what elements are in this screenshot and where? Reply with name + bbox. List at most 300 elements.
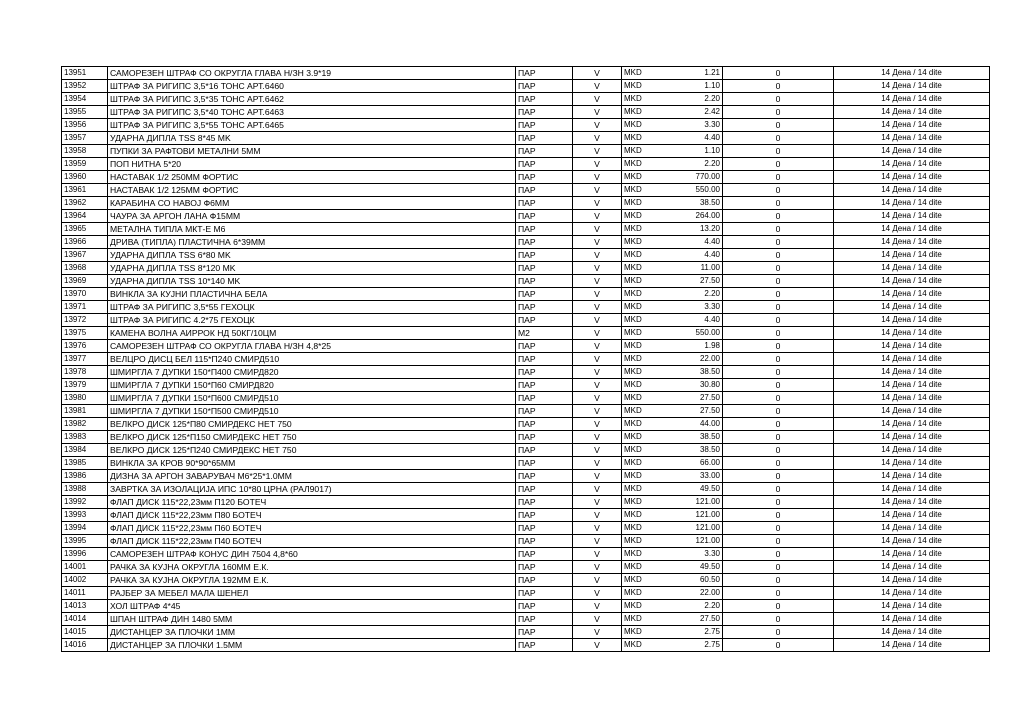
item-currency: MKD xyxy=(622,210,662,223)
item-name: КАРАБИНА СО НАВОЈ Ф6ММ xyxy=(108,197,516,210)
item-code: 13978 xyxy=(62,366,108,379)
item-currency: MKD xyxy=(622,249,662,262)
item-quantity: 0 xyxy=(723,535,834,548)
item-currency: MKD xyxy=(622,522,662,535)
item-unit: ПАР xyxy=(516,379,573,392)
item-price: 550.00 xyxy=(661,184,723,197)
item-delivery-term: 14 Дена / 14 dite xyxy=(834,314,990,327)
item-currency: MKD xyxy=(622,327,662,340)
item-price: 121.00 xyxy=(661,522,723,535)
item-price: 27.50 xyxy=(661,392,723,405)
item-price: 27.50 xyxy=(661,405,723,418)
item-name: ВЕЛКРО ДИСК 125*П80 СМИРДЕКС НЕТ 750 xyxy=(108,418,516,431)
item-currency: MKD xyxy=(622,639,662,652)
item-code: 14015 xyxy=(62,626,108,639)
item-delivery-term: 14 Дена / 14 dite xyxy=(834,470,990,483)
table-row xyxy=(62,197,990,210)
item-name: УДАРНА ДИПЛА TSS 10*140 MK xyxy=(108,275,516,288)
item-code: 13962 xyxy=(62,197,108,210)
item-vat-mark: V xyxy=(573,548,622,561)
item-quantity: 0 xyxy=(723,392,834,405)
item-delivery-term: 14 Дена / 14 dite xyxy=(834,548,990,561)
item-delivery-term: 14 Дена / 14 dite xyxy=(834,340,990,353)
item-price: 27.50 xyxy=(661,275,723,288)
table-row xyxy=(62,353,990,366)
item-code: 13981 xyxy=(62,405,108,418)
item-currency: MKD xyxy=(622,470,662,483)
item-unit: ПАР xyxy=(516,366,573,379)
item-delivery-term: 14 Дена / 14 dite xyxy=(834,366,990,379)
item-price: 11.00 xyxy=(661,262,723,275)
item-quantity: 0 xyxy=(723,106,834,119)
item-vat-mark: V xyxy=(573,223,622,236)
item-code: 13994 xyxy=(62,522,108,535)
table-row xyxy=(62,119,990,132)
item-unit: ПАР xyxy=(516,249,573,262)
item-name: ФЛАП ДИСК 115*22,23мм П120 БОТЕЧ xyxy=(108,496,516,509)
item-currency: MKD xyxy=(622,548,662,561)
item-unit: ПАР xyxy=(516,392,573,405)
item-price: 49.50 xyxy=(661,561,723,574)
item-quantity: 0 xyxy=(723,366,834,379)
item-quantity: 0 xyxy=(723,184,834,197)
item-unit: ПАР xyxy=(516,587,573,600)
item-vat-mark: V xyxy=(573,444,622,457)
item-quantity: 0 xyxy=(723,262,834,275)
table-row xyxy=(62,470,990,483)
table-row xyxy=(62,262,990,275)
item-code: 13985 xyxy=(62,457,108,470)
item-name: ФЛАП ДИСК 115*22,23мм П60 БОТЕЧ xyxy=(108,522,516,535)
item-quantity: 0 xyxy=(723,548,834,561)
item-currency: MKD xyxy=(622,587,662,600)
item-unit: ПАР xyxy=(516,600,573,613)
table-row xyxy=(62,431,990,444)
item-vat-mark: V xyxy=(573,509,622,522)
item-price: 38.50 xyxy=(661,444,723,457)
item-unit: ПАР xyxy=(516,522,573,535)
price-list-sheet xyxy=(61,66,990,652)
item-currency: MKD xyxy=(622,613,662,626)
item-currency: MKD xyxy=(622,80,662,93)
item-unit: ПАР xyxy=(516,236,573,249)
item-price: 3.30 xyxy=(661,301,723,314)
table-row xyxy=(62,522,990,535)
item-price: 4.40 xyxy=(661,236,723,249)
price-list-body xyxy=(62,67,990,652)
item-unit: ПАР xyxy=(516,67,573,80)
item-price: 2.20 xyxy=(661,600,723,613)
table-row xyxy=(62,600,990,613)
item-vat-mark: V xyxy=(573,275,622,288)
item-vat-mark: V xyxy=(573,80,622,93)
item-price: 4.40 xyxy=(661,249,723,262)
item-quantity: 0 xyxy=(723,314,834,327)
item-vat-mark: V xyxy=(573,301,622,314)
item-price: 2.75 xyxy=(661,639,723,652)
table-row xyxy=(62,158,990,171)
item-name: УДАРНА ДИПЛА TSS 8*120 MK xyxy=(108,262,516,275)
item-unit: ПАР xyxy=(516,457,573,470)
item-price: 4.40 xyxy=(661,132,723,145)
item-name: ВЕЛКРО ДИСК 125*П240 СМИРДЕКС НЕТ 750 xyxy=(108,444,516,457)
item-code: 14016 xyxy=(62,639,108,652)
item-delivery-term: 14 Дена / 14 dite xyxy=(834,587,990,600)
item-vat-mark: V xyxy=(573,93,622,106)
table-row xyxy=(62,340,990,353)
item-delivery-term: 14 Дена / 14 dite xyxy=(834,236,990,249)
item-currency: MKD xyxy=(622,457,662,470)
item-name: КАМЕНА ВОЛНА АИРРОК НД 50КГ/10ЦМ xyxy=(108,327,516,340)
item-price: 33.00 xyxy=(661,470,723,483)
item-vat-mark: V xyxy=(573,379,622,392)
item-price: 2.20 xyxy=(661,288,723,301)
item-price: 38.50 xyxy=(661,431,723,444)
item-delivery-term: 14 Дена / 14 dite xyxy=(834,613,990,626)
item-vat-mark: V xyxy=(573,340,622,353)
item-quantity: 0 xyxy=(723,132,834,145)
item-code: 13956 xyxy=(62,119,108,132)
item-delivery-term: 14 Дена / 14 dite xyxy=(834,522,990,535)
item-name: САМОРЕЗЕН ШТРАФ КОНУС ДИН 7504 4,8*60 xyxy=(108,548,516,561)
item-price: 2.75 xyxy=(661,626,723,639)
table-row xyxy=(62,366,990,379)
item-name: ШМИРГЛА 7 ДУПКИ 150*П60 СМИРД820 xyxy=(108,379,516,392)
item-quantity: 0 xyxy=(723,145,834,158)
item-delivery-term: 14 Дена / 14 dite xyxy=(834,418,990,431)
item-name: САМОРЕЗЕН ШТРАФ СО ОКРУГЛА ГЛАВА Н/ЗН 3.9*19 xyxy=(108,67,516,80)
item-name: УДАРНА ДИПЛА TSS 6*80 MK xyxy=(108,249,516,262)
item-code: 13984 xyxy=(62,444,108,457)
item-quantity: 0 xyxy=(723,574,834,587)
item-price: 38.50 xyxy=(661,197,723,210)
item-delivery-term: 14 Дена / 14 dite xyxy=(834,379,990,392)
item-quantity: 0 xyxy=(723,418,834,431)
item-code: 13951 xyxy=(62,67,108,80)
table-row xyxy=(62,314,990,327)
item-currency: MKD xyxy=(622,496,662,509)
item-vat-mark: V xyxy=(573,535,622,548)
item-price: 22.00 xyxy=(661,353,723,366)
item-unit: ПАР xyxy=(516,184,573,197)
item-name: РАЧКА ЗА КУЈНА ОКРУГЛА 160ММ Е.К. xyxy=(108,561,516,574)
item-currency: MKD xyxy=(622,574,662,587)
table-row xyxy=(62,626,990,639)
item-delivery-term: 14 Дена / 14 dite xyxy=(834,535,990,548)
item-currency: MKD xyxy=(622,223,662,236)
item-currency: MKD xyxy=(622,288,662,301)
item-vat-mark: V xyxy=(573,431,622,444)
item-code: 13986 xyxy=(62,470,108,483)
item-vat-mark: V xyxy=(573,561,622,574)
item-price: 49.50 xyxy=(661,483,723,496)
item-unit: ПАР xyxy=(516,548,573,561)
item-unit: ПАР xyxy=(516,353,573,366)
item-delivery-term: 14 Дена / 14 dite xyxy=(834,197,990,210)
item-quantity: 0 xyxy=(723,249,834,262)
item-vat-mark: V xyxy=(573,587,622,600)
item-name: ХОЛ ШТРАФ 4*45 xyxy=(108,600,516,613)
item-name: ЧАУРА ЗА АРГОН ЛАНА Ф15ММ xyxy=(108,210,516,223)
item-quantity: 0 xyxy=(723,496,834,509)
item-price: 1.21 xyxy=(661,67,723,80)
item-name: МЕТАЛНА ТИПЛА МКТ-Е М6 xyxy=(108,223,516,236)
item-delivery-term: 14 Дена / 14 dite xyxy=(834,561,990,574)
table-row xyxy=(62,93,990,106)
table-row xyxy=(62,548,990,561)
item-currency: MKD xyxy=(622,314,662,327)
item-code: 14011 xyxy=(62,587,108,600)
item-price: 121.00 xyxy=(661,496,723,509)
item-code: 14013 xyxy=(62,600,108,613)
item-price: 264.00 xyxy=(661,210,723,223)
item-currency: MKD xyxy=(622,405,662,418)
item-name: ДИСТАНЦЕР ЗА ПЛОЧКИ 1.5ММ xyxy=(108,639,516,652)
table-row xyxy=(62,249,990,262)
item-unit: ПАР xyxy=(516,626,573,639)
item-delivery-term: 14 Дена / 14 dite xyxy=(834,132,990,145)
item-currency: MKD xyxy=(622,483,662,496)
item-currency: MKD xyxy=(622,418,662,431)
item-delivery-term: 14 Дена / 14 dite xyxy=(834,262,990,275)
item-quantity: 0 xyxy=(723,639,834,652)
item-quantity: 0 xyxy=(723,210,834,223)
table-row xyxy=(62,288,990,301)
item-code: 13980 xyxy=(62,392,108,405)
item-name: ДИСТАНЦЕР ЗА ПЛОЧКИ 1ММ xyxy=(108,626,516,639)
item-quantity: 0 xyxy=(723,197,834,210)
item-unit: ПАР xyxy=(516,535,573,548)
item-name: РАЧКА ЗА КУЈНА ОКРУГЛА 192ММ Е.К. xyxy=(108,574,516,587)
item-code: 13955 xyxy=(62,106,108,119)
item-quantity: 0 xyxy=(723,405,834,418)
item-unit: ПАР xyxy=(516,197,573,210)
item-code: 13982 xyxy=(62,418,108,431)
item-unit: ПАР xyxy=(516,80,573,93)
item-vat-mark: V xyxy=(573,262,622,275)
item-delivery-term: 14 Дена / 14 dite xyxy=(834,353,990,366)
item-currency: MKD xyxy=(622,106,662,119)
item-delivery-term: 14 Дена / 14 dite xyxy=(834,210,990,223)
item-unit: ПАР xyxy=(516,210,573,223)
item-currency: MKD xyxy=(622,301,662,314)
item-unit: ПАР xyxy=(516,561,573,574)
item-code: 13970 xyxy=(62,288,108,301)
item-currency: MKD xyxy=(622,93,662,106)
item-code: 13983 xyxy=(62,431,108,444)
item-delivery-term: 14 Дена / 14 dite xyxy=(834,405,990,418)
item-unit: ПАР xyxy=(516,431,573,444)
item-quantity: 0 xyxy=(723,470,834,483)
item-vat-mark: V xyxy=(573,613,622,626)
item-currency: MKD xyxy=(622,509,662,522)
table-row xyxy=(62,275,990,288)
item-unit: ПАР xyxy=(516,262,573,275)
item-price: 30.80 xyxy=(661,379,723,392)
item-name: ВЕЛКРО ДИСК 125*П150 СМИРДЕКС НЕТ 750 xyxy=(108,431,516,444)
table-row xyxy=(62,236,990,249)
item-name: ШТРАФ ЗА РИГИПС 3,5*35 ТОНС АРТ.6462 xyxy=(108,93,516,106)
item-unit: ПАР xyxy=(516,483,573,496)
item-name: ШМИРГЛА 7 ДУПКИ 150*П500 СМИРД510 xyxy=(108,405,516,418)
item-name: ФЛАП ДИСК 115*22,23мм П80 БОТЕЧ xyxy=(108,509,516,522)
item-quantity: 0 xyxy=(723,457,834,470)
table-row xyxy=(62,613,990,626)
item-unit: М2 xyxy=(516,327,573,340)
item-currency: MKD xyxy=(622,132,662,145)
item-vat-mark: V xyxy=(573,600,622,613)
table-row xyxy=(62,392,990,405)
item-delivery-term: 14 Дена / 14 dite xyxy=(834,171,990,184)
item-name: ШПАН ШТРАФ ДИН 1480 5ММ xyxy=(108,613,516,626)
item-name: НАСТАВАК 1/2 250ММ ФОРТИС xyxy=(108,171,516,184)
item-unit: ПАР xyxy=(516,106,573,119)
item-delivery-term: 14 Дена / 14 dite xyxy=(834,301,990,314)
item-code: 13972 xyxy=(62,314,108,327)
table-row xyxy=(62,405,990,418)
item-code: 13959 xyxy=(62,158,108,171)
item-price: 3.30 xyxy=(661,548,723,561)
item-code: 13995 xyxy=(62,535,108,548)
item-name: ШТРАФ ЗА РИГИПС 3,5*55 ГЕХОЦК xyxy=(108,301,516,314)
item-vat-mark: V xyxy=(573,197,622,210)
item-code: 13969 xyxy=(62,275,108,288)
item-code: 13975 xyxy=(62,327,108,340)
item-vat-mark: V xyxy=(573,236,622,249)
item-quantity: 0 xyxy=(723,561,834,574)
item-quantity: 0 xyxy=(723,340,834,353)
item-price: 121.00 xyxy=(661,535,723,548)
item-delivery-term: 14 Дена / 14 dite xyxy=(834,275,990,288)
item-vat-mark: V xyxy=(573,418,622,431)
item-vat-mark: V xyxy=(573,392,622,405)
table-row xyxy=(62,587,990,600)
table-row xyxy=(62,574,990,587)
item-price: 2.20 xyxy=(661,93,723,106)
item-currency: MKD xyxy=(622,626,662,639)
item-currency: MKD xyxy=(622,275,662,288)
price-list-table xyxy=(61,66,990,652)
item-currency: MKD xyxy=(622,262,662,275)
table-row xyxy=(62,301,990,314)
item-price: 3.30 xyxy=(661,119,723,132)
item-currency: MKD xyxy=(622,158,662,171)
item-code: 13968 xyxy=(62,262,108,275)
item-quantity: 0 xyxy=(723,483,834,496)
item-currency: MKD xyxy=(622,67,662,80)
item-currency: MKD xyxy=(622,171,662,184)
item-currency: MKD xyxy=(622,600,662,613)
item-delivery-term: 14 Дена / 14 dite xyxy=(834,249,990,262)
item-quantity: 0 xyxy=(723,587,834,600)
item-vat-mark: V xyxy=(573,67,622,80)
item-name: САМОРЕЗЕН ШТРАФ СО ОКРУГЛА ГЛАВА Н/ЗН 4,8*25 xyxy=(108,340,516,353)
item-price: 550.00 xyxy=(661,327,723,340)
item-price: 4.40 xyxy=(661,314,723,327)
item-quantity: 0 xyxy=(723,444,834,457)
table-row xyxy=(62,145,990,158)
item-name: ШТРАФ ЗА РИГИПС 3,5*55 ТОНС АРТ.6465 xyxy=(108,119,516,132)
item-quantity: 0 xyxy=(723,327,834,340)
table-row xyxy=(62,223,990,236)
table-row xyxy=(62,639,990,652)
table-row xyxy=(62,67,990,80)
item-code: 13965 xyxy=(62,223,108,236)
item-delivery-term: 14 Дена / 14 dite xyxy=(834,184,990,197)
item-unit: ПАР xyxy=(516,574,573,587)
item-name: ШМИРГЛА 7 ДУПКИ 150*П400 СМИРД820 xyxy=(108,366,516,379)
item-quantity: 0 xyxy=(723,80,834,93)
item-unit: ПАР xyxy=(516,314,573,327)
item-unit: ПАР xyxy=(516,301,573,314)
item-price: 60.50 xyxy=(661,574,723,587)
item-quantity: 0 xyxy=(723,301,834,314)
item-currency: MKD xyxy=(622,197,662,210)
item-code: 13993 xyxy=(62,509,108,522)
item-code: 13967 xyxy=(62,249,108,262)
item-unit: ПАР xyxy=(516,509,573,522)
item-code: 14001 xyxy=(62,561,108,574)
item-price: 2.42 xyxy=(661,106,723,119)
item-quantity: 0 xyxy=(723,275,834,288)
item-unit: ПАР xyxy=(516,119,573,132)
item-code: 13996 xyxy=(62,548,108,561)
item-quantity: 0 xyxy=(723,223,834,236)
item-currency: MKD xyxy=(622,353,662,366)
item-currency: MKD xyxy=(622,119,662,132)
item-code: 13977 xyxy=(62,353,108,366)
item-price: 770.00 xyxy=(661,171,723,184)
item-name: ДИЗНА ЗА АРГОН ЗАВАРУВАЧ М6*25*1.0ММ xyxy=(108,470,516,483)
item-name: ВИНКЛА ЗА КУЈНИ ПЛАСТИЧНА БЕЛА xyxy=(108,288,516,301)
item-code: 13961 xyxy=(62,184,108,197)
item-currency: MKD xyxy=(622,236,662,249)
item-delivery-term: 14 Дена / 14 dite xyxy=(834,106,990,119)
item-name: РАЈБЕР ЗА МЕБЕЛ МАЛА ШЕНЕЛ xyxy=(108,587,516,600)
item-delivery-term: 14 Дена / 14 dite xyxy=(834,223,990,236)
item-currency: MKD xyxy=(622,184,662,197)
item-name: ШТРАФ ЗА РИГИПС 4.2*75 ГЕХОЦК xyxy=(108,314,516,327)
table-row xyxy=(62,379,990,392)
item-quantity: 0 xyxy=(723,613,834,626)
item-price: 22.00 xyxy=(661,587,723,600)
item-name: ВЕЛЦРО ДИСЦ БЕЛ 115*П240 СМИРД510 xyxy=(108,353,516,366)
item-name: ВИНКЛА ЗА КРОВ 90*90*65ММ xyxy=(108,457,516,470)
item-name: ЗАВРТКА ЗА ИЗОЛАЦИЈА ИПС 10*80 ЦРНА (РАЛ9017) xyxy=(108,483,516,496)
item-name: ДРИВА (ТИПЛА) ПЛАСТИЧНА 6*39ММ xyxy=(108,236,516,249)
item-unit: ПАР xyxy=(516,288,573,301)
item-delivery-term: 14 Дена / 14 dite xyxy=(834,288,990,301)
item-currency: MKD xyxy=(622,535,662,548)
item-unit: ПАР xyxy=(516,613,573,626)
item-vat-mark: V xyxy=(573,119,622,132)
item-delivery-term: 14 Дена / 14 dite xyxy=(834,444,990,457)
item-quantity: 0 xyxy=(723,236,834,249)
table-row xyxy=(62,106,990,119)
item-vat-mark: V xyxy=(573,353,622,366)
table-row xyxy=(62,496,990,509)
item-code: 13976 xyxy=(62,340,108,353)
table-row xyxy=(62,80,990,93)
item-vat-mark: V xyxy=(573,249,622,262)
item-vat-mark: V xyxy=(573,405,622,418)
item-unit: ПАР xyxy=(516,405,573,418)
item-delivery-term: 14 Дена / 14 dite xyxy=(834,119,990,132)
table-row xyxy=(62,418,990,431)
item-delivery-term: 14 Дена / 14 dite xyxy=(834,626,990,639)
item-code: 13954 xyxy=(62,93,108,106)
item-currency: MKD xyxy=(622,366,662,379)
